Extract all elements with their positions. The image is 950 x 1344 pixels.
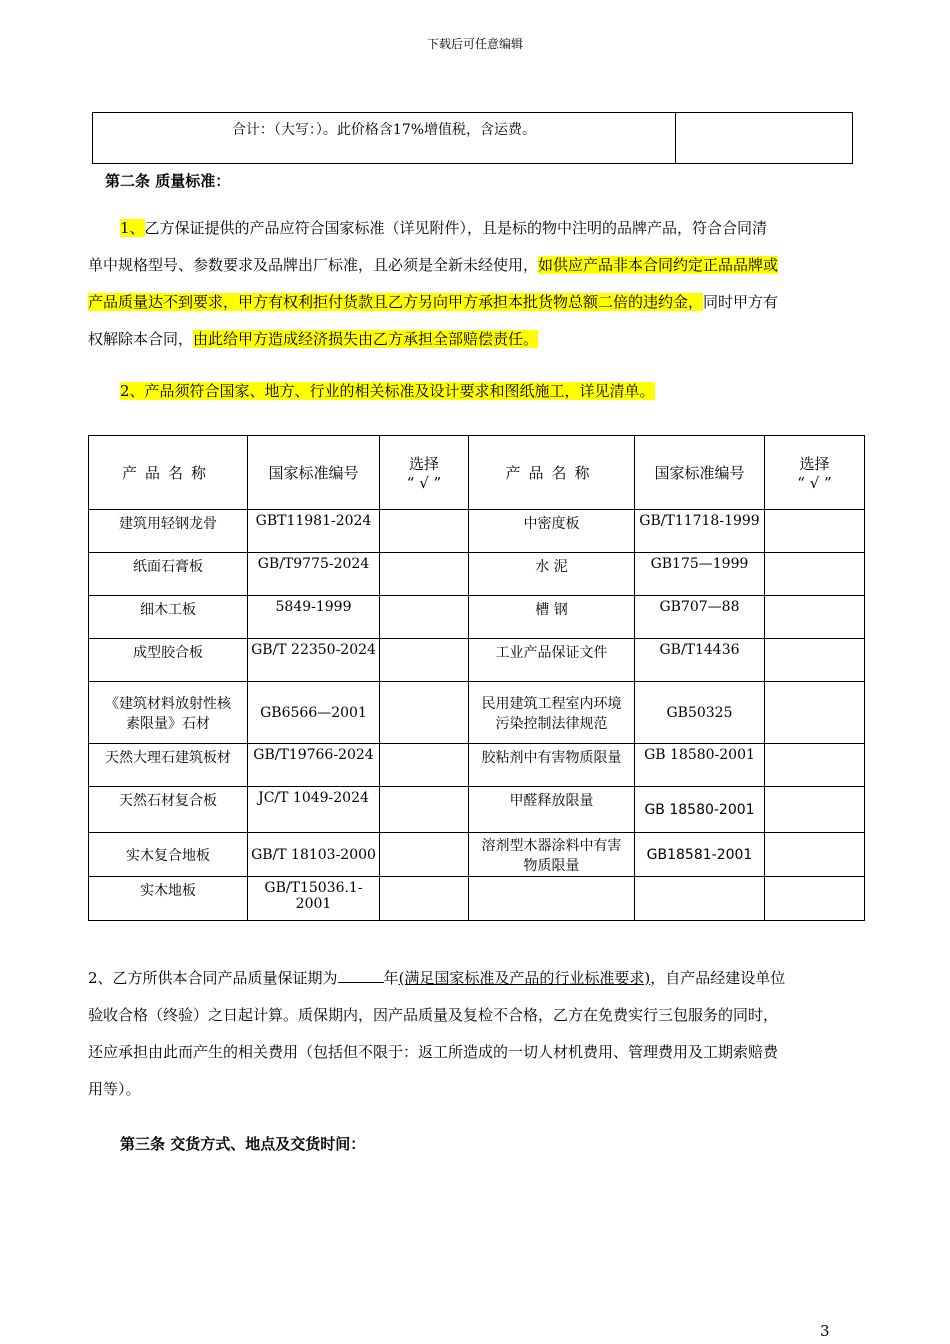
select-right-cell[interactable] (765, 833, 865, 877)
product-name-left-cell: 纸面石膏板 (89, 553, 248, 596)
standard-code-right-cell: GB/T11718-1999 (635, 510, 765, 553)
table-header-row (89, 436, 865, 510)
product-name-right-cell (469, 877, 635, 921)
table-row (89, 833, 865, 877)
select-right-cell[interactable] (765, 510, 865, 553)
section2-paragraph2 (120, 373, 655, 410)
standard-code-right-cell (635, 877, 765, 921)
highlighted-text: 1、 (120, 219, 145, 237)
select-left-cell[interactable] (380, 787, 469, 833)
standard-code-left-cell: GB/T 22350-2024 (248, 639, 380, 682)
warranty-pre: 2、乙方所供本合同产品质量保证期为 (88, 969, 338, 987)
select-left-cell[interactable] (380, 744, 469, 787)
standard-code-left-cell: GB/T 18103-2000 (248, 833, 380, 877)
standard-code-left-cell: GB/T19766-2024 (248, 744, 380, 787)
product-name-right-cell: 民用建筑工程室内环境污染控制法律规范 (469, 682, 635, 744)
product-name-left-cell: 成型胶合板 (89, 639, 248, 682)
table-row (89, 787, 865, 833)
product-name-left-cell: 实木复合地板 (89, 833, 248, 877)
header-product-name-right: 产品名称 (469, 436, 635, 510)
header-select-right: 选择 “ √ ” (765, 436, 865, 510)
standard-code-right-cell: GB50325 (635, 682, 765, 744)
product-name-left-cell: 实木地板 (89, 877, 248, 921)
plain-text: 单中规格型号、参数要求及品牌出厂标准，且必须是全新未经使用， (88, 256, 539, 274)
header-standard-code-left: 国家标准编号 (248, 436, 380, 510)
total-row-box (92, 112, 853, 164)
standard-code-left-cell: JC/T 1049-2024 (248, 787, 380, 833)
header-standard-code-right: 国家标准编号 (635, 436, 765, 510)
highlighted-text: 产品质量达不到要求，甲方有权利拒付货款且乙方另向甲方承担本批货物总额二倍的违约金， (88, 293, 704, 311)
select-left-cell[interactable] (380, 877, 469, 921)
standard-code-left-cell: 5849-1999 (248, 596, 380, 639)
table-row (89, 877, 865, 921)
product-name-right-cell: 中密度板 (469, 510, 635, 553)
plain-text: 权解除本合同， (88, 330, 194, 348)
header-select-left: 选择 “ √ ” (380, 436, 469, 510)
standard-code-right-cell: GB 18580-2001 (635, 787, 765, 833)
product-name-right-cell: 工业产品保证文件 (469, 639, 635, 682)
standard-code-right-cell: GB18581-2001 (635, 833, 765, 877)
select-left-cell[interactable] (380, 553, 469, 596)
select-right-cell[interactable] (765, 596, 865, 639)
select-right-cell[interactable] (765, 553, 865, 596)
select-left-cell[interactable] (380, 510, 469, 553)
select-right-cell[interactable] (765, 787, 865, 833)
standard-code-right-cell: GB 18580-2001 (635, 744, 765, 787)
plain-text: 同时甲方有 (703, 293, 779, 311)
header-product-name-left: 产品名称 (89, 436, 248, 510)
product-name-left-cell: 细木工板 (89, 596, 248, 639)
table-row (89, 596, 865, 639)
plain-text: 乙方保证提供的产品应符合国家标准（详见附件），且是标的物中注明的品牌产品，符合合同清 (144, 219, 768, 237)
standard-code-right-cell: GB707—88 (635, 596, 765, 639)
table-row (89, 682, 865, 744)
warranty-blank (338, 968, 384, 983)
standards-table (88, 435, 865, 921)
product-name-right-cell: 甲醛释放限量 (469, 787, 635, 833)
warranty-post: ，自产品经建设单位 (650, 969, 786, 987)
total-row-divider (675, 113, 676, 163)
section2-paragraph2-text: 2、产品须符合国家、地方、行业的相关标准及设计要求和图纸施工，详见清单。 (120, 382, 655, 400)
product-name-right-cell: 槽 钢 (469, 596, 635, 639)
highlighted-text: 由此给甲方造成经济损失由乙方承担全部赔偿责任。 (193, 330, 539, 348)
product-name-left-cell: 《建筑材料放射性核素限量》石材 (89, 682, 248, 744)
warranty-underlined: (满足国家标准及产品的行业标准要求) (398, 969, 651, 987)
select-left-cell[interactable] (380, 682, 469, 744)
product-name-right-cell: 水 泥 (469, 553, 635, 596)
select-left-cell[interactable] (380, 596, 469, 639)
table-row (89, 510, 865, 553)
warranty-paragraph (88, 960, 868, 1108)
standard-code-left-cell: GB/T15036.1-2001 (248, 877, 380, 921)
product-name-left-cell: 建筑用轻钢龙骨 (89, 510, 248, 553)
select-right-cell[interactable] (765, 877, 865, 921)
product-name-right-cell: 胶粘剂中有害物质限量 (469, 744, 635, 787)
section2-paragraph1-line (88, 210, 868, 247)
header-note: 下载后可任意编辑 (426, 37, 523, 51)
standard-code-left-cell: GBT11981-2024 (248, 510, 380, 553)
warranty-line4: 用等）。 (88, 1080, 141, 1098)
section2-paragraph1-line (88, 247, 868, 284)
standard-code-right-cell: GB175—1999 (635, 553, 765, 596)
warranty-line2: 验收合格（终验）之日起计算。质保期内，因产品质量及复检不合格，乙方在免费实行三包服务的同时， (88, 1006, 779, 1024)
select-right-cell[interactable] (765, 744, 865, 787)
section2-paragraph1-line (88, 321, 868, 358)
page-number: 3 (820, 1322, 830, 1340)
product-name-right-cell: 溶剂型木器涂料中有害物质限量 (469, 833, 635, 877)
select-right-cell[interactable] (765, 639, 865, 682)
standard-code-left-cell: GB/T9775-2024 (248, 553, 380, 596)
product-name-left-cell: 天然大理石建筑板材 (89, 744, 248, 787)
warranty-line3: 还应承担由此而产生的相关费用（包括但不限于：返工所造成的一切人材机费用、管理费用及工期索赔费 (88, 1043, 779, 1061)
total-row-text: 合计：（大写：）。此价格含17%增值税，含运费。 (231, 122, 537, 138)
standard-code-right-cell: GB/T14436 (635, 639, 765, 682)
section2-title: 第二条 质量标准： (105, 172, 231, 190)
select-left-cell[interactable] (380, 833, 469, 877)
table-row (89, 744, 865, 787)
product-name-left-cell: 天然石材复合板 (89, 787, 248, 833)
warranty-unit: 年 (383, 969, 399, 987)
table-row (89, 639, 865, 682)
highlighted-text: 如供应产品非本合同约定正品品牌或 (538, 256, 779, 274)
select-left-cell[interactable] (380, 639, 469, 682)
standard-code-left-cell: GB6566—2001 (248, 682, 380, 744)
section3-title: 第三条 交货方式、地点及交货时间： (120, 1135, 366, 1153)
table-row (89, 553, 865, 596)
select-right-cell[interactable] (765, 682, 865, 744)
section2-paragraph1-line (88, 284, 868, 321)
section2-paragraph1 (88, 210, 868, 358)
